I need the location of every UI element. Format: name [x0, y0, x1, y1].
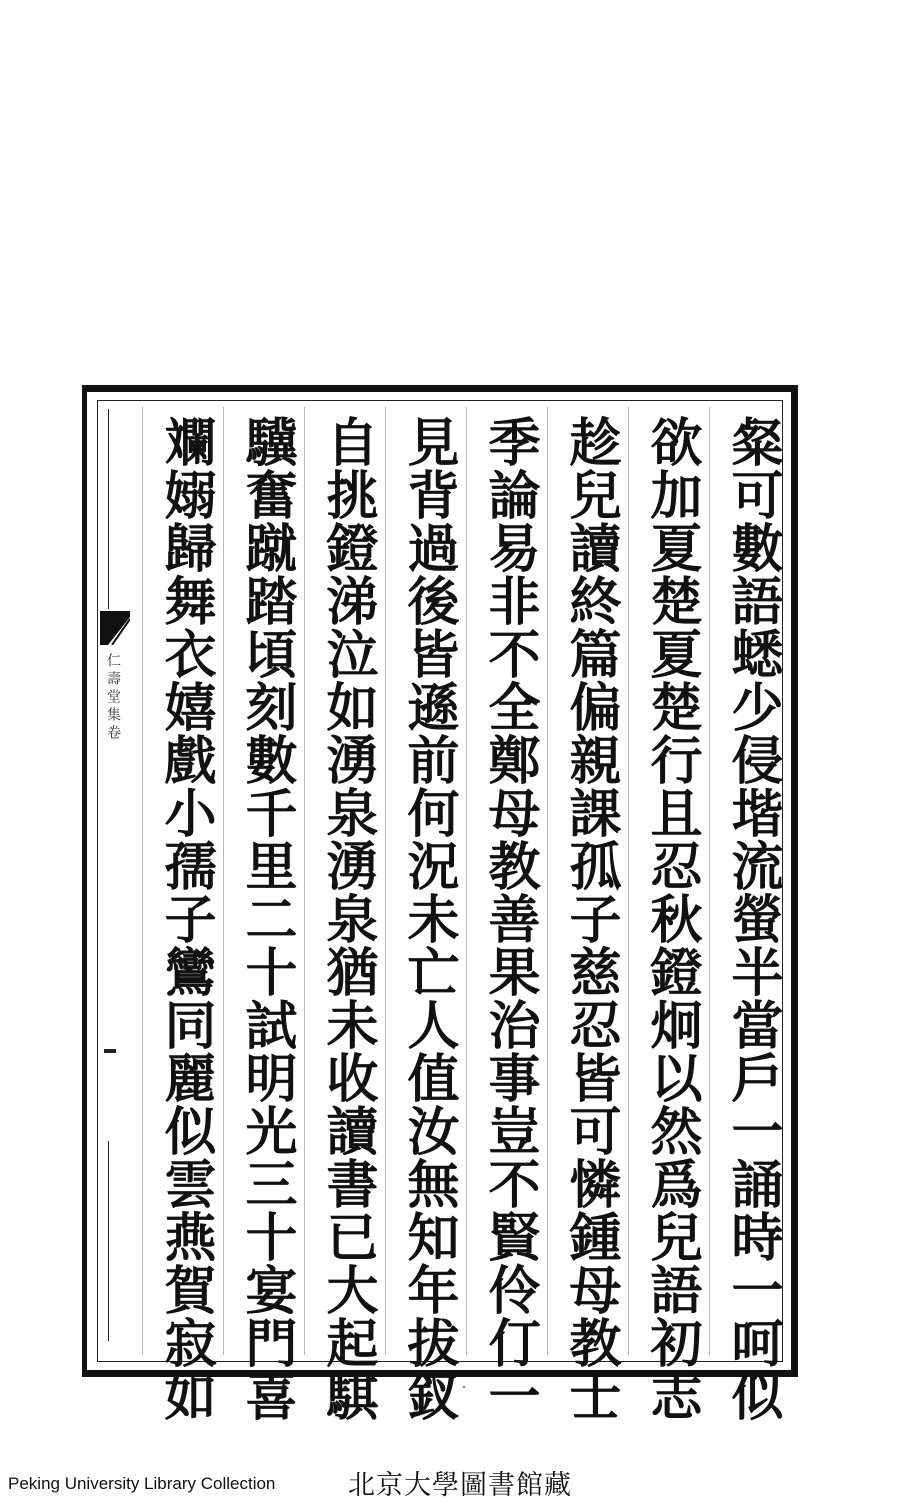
column-rule — [304, 407, 305, 1355]
column-rule — [628, 407, 629, 1355]
column-rule — [142, 407, 143, 1355]
column-rule — [385, 407, 386, 1355]
text-column-8: 斕嫋歸舞衣嬉戲小孺子鸞同麗似雲燕賀寂如 — [155, 415, 216, 1422]
fish-tail-icon — [100, 611, 130, 645]
fore-edge-margin — [98, 401, 136, 1361]
ink-speck — [463, 1386, 465, 1388]
text-block — [97, 400, 783, 1422]
credit-english: Peking University Library Collection — [8, 1474, 276, 1493]
column-rule — [223, 407, 224, 1355]
margin-title: 仁壽堂集卷 — [105, 653, 121, 743]
margin-rule-bottom — [108, 1141, 109, 1341]
margin-rule-top — [108, 409, 109, 609]
text-column-6: 自挑鐙涕泣如湧泉湧泉猶未收讀書已大起騏 — [317, 415, 378, 1422]
column-rule — [466, 407, 467, 1355]
text-column-5: 見背過後皆遜前何況未亡人值汝無知年拔釵 — [398, 415, 459, 1422]
page-marker — [104, 1049, 116, 1053]
text-column-2: 欲加夏楚夏楚行且忍秋鐙炯以然爲兒語初志 — [641, 415, 702, 1422]
text-column-7: 驥奮蹴踏頃刻數千里二十試明光三十宴門喜 — [236, 415, 297, 1422]
column-rule — [709, 407, 710, 1355]
printed-frame — [82, 385, 798, 1422]
text-column-1: 粲可數語蟋少侵堦流螢半當戶一誦時一呵似 — [722, 415, 783, 1422]
text-column-4: 季論易非不全鄭母教善果治事豈不賢伶仃一 — [479, 415, 540, 1422]
collection-credit — [8, 1463, 888, 1499]
column-rule — [547, 407, 548, 1355]
text-column-3: 趁兒讀終篇偏親課孤子慈忍皆可憐鍾母教士 — [560, 415, 621, 1422]
credit-chinese: 北京大學圖書館藏 — [348, 1470, 572, 1501]
